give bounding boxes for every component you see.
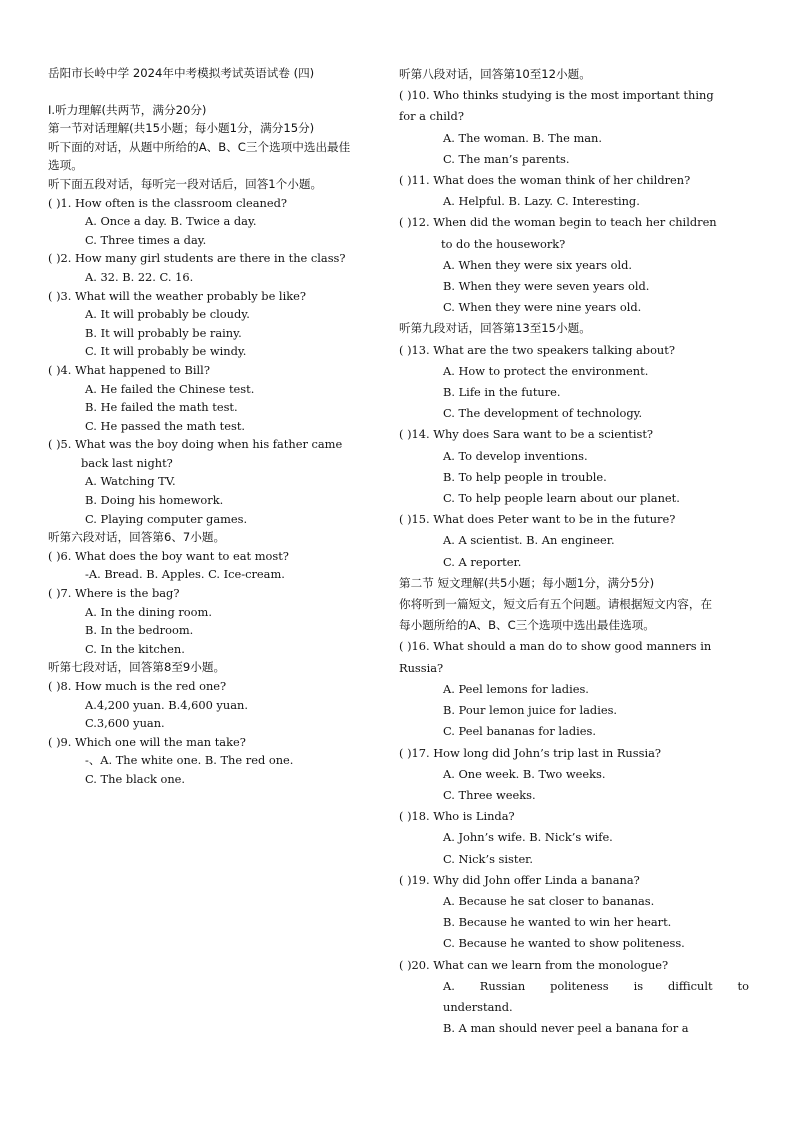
left-line: ( )2. How many girl students are there in the class? (48, 251, 346, 266)
left-line: ( )9. Which one will the man take? (48, 734, 246, 749)
right-line: A. How to protect the environment. (443, 363, 649, 378)
right-line: C. When they were nine years old. (443, 300, 642, 315)
left-line: 听下面五段对话，每听完一段对话后，回答1个小题。 (48, 176, 323, 191)
right-line: ( )11. What does the woman think of her children? (399, 173, 691, 188)
right-line: C. Nick’s sister. (443, 851, 533, 866)
left-line: 岳阳市长岭中学 2024年中考模拟考试英语试卷 (四) (48, 66, 315, 80)
left-line: A. 32. B. 22. C. 16. (85, 269, 194, 284)
right-line: C. Peel bananas for ladies. (443, 724, 596, 739)
left-line: 选项。 (48, 158, 83, 173)
right-line: C. Three weeks. (443, 787, 536, 802)
right-line: A. Helpful. B. Lazy. C. Interesting. (443, 194, 640, 209)
right-line: ( )13. What are the two speakers talking about? (399, 342, 675, 357)
right-line: A. Russian politeness is difficult to (443, 978, 749, 993)
left-line: ( )5. What was the boy doing when his father came (48, 437, 343, 452)
left-line: 听下面的对话，从题中所给的A、B、C三个选项中选出最佳 (48, 139, 351, 154)
right-line: Russia? (399, 660, 444, 675)
right-line: B. Pour lemon juice for ladies. (443, 703, 618, 718)
right-line: ( )16. What should a man do to show good manners in (399, 639, 712, 654)
right-line: ( )15. What does Peter want to be in the future? (399, 512, 676, 527)
left-line: ( )6. What does the boy want to eat most? (48, 548, 289, 563)
right-line: ( )20. What can we learn from the monologue? (399, 957, 669, 972)
right-line: ( )10. Who thinks studying is the most important thing (399, 88, 714, 103)
right-column (399, 64, 749, 1039)
left-line: B. Doing his homework. (85, 493, 224, 508)
left-line: 听第六段对话，回答第6、7小题。 (48, 530, 226, 545)
right-line: understand. (443, 999, 513, 1014)
right-line: 你将听到一篇短文，短文后有五个问题。请根据短文内容，在 (399, 597, 713, 612)
left-line: C.3,600 yuan. (85, 716, 165, 731)
left-line: B. It will probably be rainy. (85, 325, 242, 340)
left-line: back last night? (81, 455, 173, 470)
left-line: A. Watching TV. (85, 474, 176, 489)
right-line: ( )14. Why does Sara want to be a scientist? (399, 427, 654, 442)
left-line: C. Playing computer games. (85, 511, 248, 526)
right-line: A. A scientist. B. An engineer. (443, 533, 615, 548)
left-line: A. He failed the Chinese test. (85, 381, 255, 396)
right-line: C. Because he wanted to show politeness. (443, 936, 685, 951)
right-line: B. A man should never peel a banana for a (443, 1021, 689, 1036)
left-line: -A. Bread. B. Apples. C. Ice-cream. (85, 567, 285, 582)
right-line: B. When they were seven years old. (443, 279, 650, 294)
left-line: A. In the dining room. (85, 604, 212, 619)
right-line: 听第九段对话，回答第13至15小题。 (399, 321, 591, 336)
left-line: C. It will probably be windy. (85, 344, 247, 359)
right-line: C. To help people learn about our planet. (443, 491, 680, 506)
left-line: ( )8. How much is the red one? (48, 679, 227, 693)
right-line: 第二节 短文理解(共5小题；每小题1分，满分5分) (399, 575, 655, 590)
right-line: for a child? (399, 109, 464, 124)
left-line: 第一节对话理解(共15小题；每小题1分，满分15分) (48, 121, 315, 136)
left-line: C. Three times a day. (85, 232, 207, 247)
right-line: A. To develop inventions. (443, 448, 588, 463)
left-line: ( )3. What will the weather probably be like? (48, 288, 306, 303)
left-line: 听第七段对话，回答第8至9小题。 (48, 660, 226, 675)
right-line: C. A reporter. (443, 554, 522, 569)
right-line: C. The man’s parents. (443, 151, 570, 166)
left-line: C. The black one. (85, 771, 186, 786)
left-line: A. It will probably be cloudy. (85, 307, 250, 322)
right-line: B. Life in the future. (443, 385, 561, 400)
right-line: A. The woman. B. The man. (443, 130, 602, 145)
left-line: A.4,200 yuan. B.4,600 yuan. (85, 697, 248, 712)
left-line: ( )4. What happened to Bill? (48, 362, 210, 377)
left-line: ( )1. How often is the classroom cleaned? (48, 195, 288, 210)
right-line: A. John’s wife. B. Nick’s wife. (443, 830, 613, 845)
right-line: C. The development of technology. (443, 406, 643, 421)
left-line: C. In the kitchen. (85, 641, 185, 656)
right-line: A. One week. B. Two weeks. (443, 766, 606, 781)
right-line: ( )18. Who is Linda? (399, 809, 515, 824)
right-line: ( )19. Why did John offer Linda a banana? (399, 872, 640, 887)
left-column (48, 64, 393, 789)
left-line: B. In the bedroom. (85, 623, 194, 638)
right-line: A. When they were six years old. (443, 257, 633, 272)
right-line: A. Because he sat closer to bananas. (443, 893, 655, 908)
right-line: ( )12. When did the woman begin to teach her children (399, 215, 717, 230)
right-line: to do the housework? (441, 236, 566, 251)
left-line: Ⅰ.听力理解(共两节，满分20分) (48, 102, 207, 117)
right-line: 听第八段对话，回答第10至12小题。 (399, 67, 591, 81)
left-line: C. He passed the math test. (85, 418, 246, 433)
left-line: ( )7. Where is the bag? (48, 586, 180, 601)
left-line: -、A. The white one. B. The red one. (85, 753, 294, 768)
right-line: A. Peel lemons for ladies. (443, 681, 589, 696)
right-line: B. Because he wanted to win her heart. (443, 915, 672, 930)
left-line: A. Once a day. B. Twice a day. (85, 214, 257, 229)
right-line: B. To help people in trouble. (443, 469, 607, 484)
right-line: ( )17. How long did John’s trip last in Russia? (399, 745, 661, 760)
right-line: 每小题所给的A、B、C三个选项中选出最佳选项。 (399, 618, 655, 633)
left-line: B. He failed the math test. (85, 400, 238, 415)
